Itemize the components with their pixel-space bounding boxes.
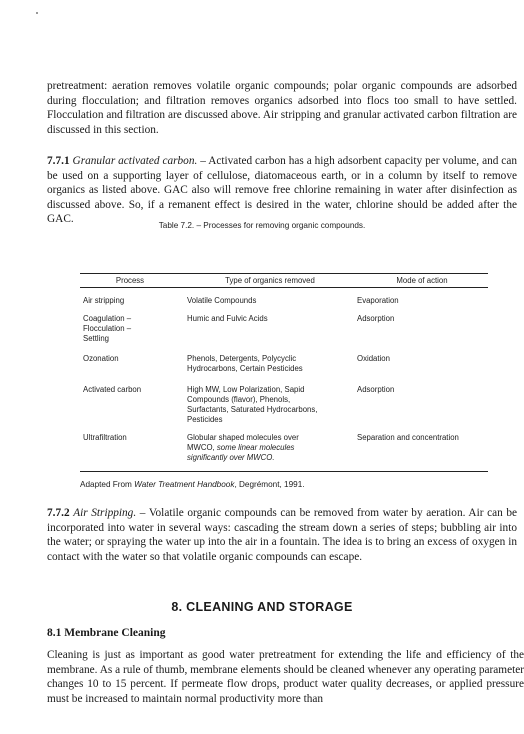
source-suffix: , Degrémont, 1991. [234, 480, 305, 489]
table-header-rule [80, 287, 488, 288]
cell-process: Air stripping [83, 296, 125, 305]
cell-organics: Volatile Compounds [187, 296, 257, 305]
cell-process: Ultrafiltration [83, 433, 127, 442]
table-top-rule [80, 273, 488, 274]
subsection-title: 8.1 Membrane Cleaning [47, 627, 166, 639]
section-dash: – [197, 155, 209, 167]
cell-mode: Adsorption [357, 314, 395, 323]
source-prefix: Adapted From [80, 480, 135, 489]
cell-mode: Separation and concentration [357, 433, 459, 442]
section-body: Activated carbon has a high adsorbent capacity per volume, and can be used on a supporting layer of cellulose, diatomaceous earth, or in a column by itself to remove organics as listed above. GAC also will remove free chlorine remaining in water after disinfection as discussed above. So, if a remanent effect is desired in the water, chlorine should be added after the GAC. [47, 155, 517, 226]
cell-process: Ozonation [83, 354, 119, 363]
cell-mode: Evaporation [357, 296, 399, 305]
source-title: Water Treatment Handbook [134, 480, 235, 489]
section-number: 7.7.1 [47, 155, 70, 167]
cell-mode: Adsorption [357, 385, 395, 394]
cell-organics: High MW, Low Polarization, Sapid Compounds (flavor), Phenols, Surfactants, Saturated Hydrocarbons, Pesticides [187, 385, 318, 424]
cell-process: Coagulation – Flocculation – Settling [83, 314, 132, 343]
cell-organics: Humic and Fulvic Acids [187, 314, 268, 323]
section-number: 7.7.2 [47, 507, 70, 519]
section-dash: – [136, 507, 149, 519]
cell-organics: Phenols, Detergents, Polycyclic Hydrocarbons, Certain Pesticides [187, 354, 303, 373]
section-7-7-1-paragraph [47, 154, 517, 227]
scan-mark [36, 12, 38, 14]
header-process: Process [115, 276, 145, 285]
cell-process: Activated carbon [83, 385, 142, 394]
section-title: Granular activated carbon. [72, 155, 198, 167]
section-7-7-2-paragraph [47, 506, 517, 564]
section-title: Air Stripping. [73, 507, 137, 519]
table-source-note [80, 480, 500, 489]
header-mode: Mode of action [396, 276, 448, 285]
cell-organics [187, 433, 353, 463]
table-caption: Table 7.2. – Processes for removing organic compounds. [158, 221, 366, 230]
chapter-title: 8. CLEANING AND STORAGE [171, 600, 353, 614]
table-bottom-rule [80, 471, 488, 472]
cell-organics-italic-text: some linear molecules significantly over MWCO. [187, 443, 295, 462]
intro-paragraph: pretreatment: aeration removes volatile organic compounds; polar organic compounds are adsorbed during flocculation; and filtration removes organics adsorbed into flocs too small to have settled. Flocculation and filtration are discussed above. Air stripping and granular activated carbon filtration are discussed in this section. [47, 80, 517, 136]
cell-organics-text: Globular shaped molecules over MWCO, [187, 433, 299, 452]
header-organics: Type of organics removed [225, 276, 315, 285]
section-body: Volatile organic compounds can be removed from water by aeration. Air can be incorporated into water in several ways: cascading the stream down a series of steps; bubbling air into the water; or spraying the water up into the air in a fountain. The idea is to bring an excess of oxygen in contact with the water so that volatile organic compounds can escape. [47, 507, 518, 563]
cell-mode: Oxidation [357, 354, 390, 363]
section-8-1-paragraph: Cleaning is just as important as good water pretreatment for extending the life and efficiency of the membrane. As a rule of thumb, membrane elements should be cleaned whenever any operating parameter changes 10 to 15 percent. If permeate flow drops, product water quality decreases, or applied pressure must be increased to maintain normal productivity more than [47, 649, 524, 705]
